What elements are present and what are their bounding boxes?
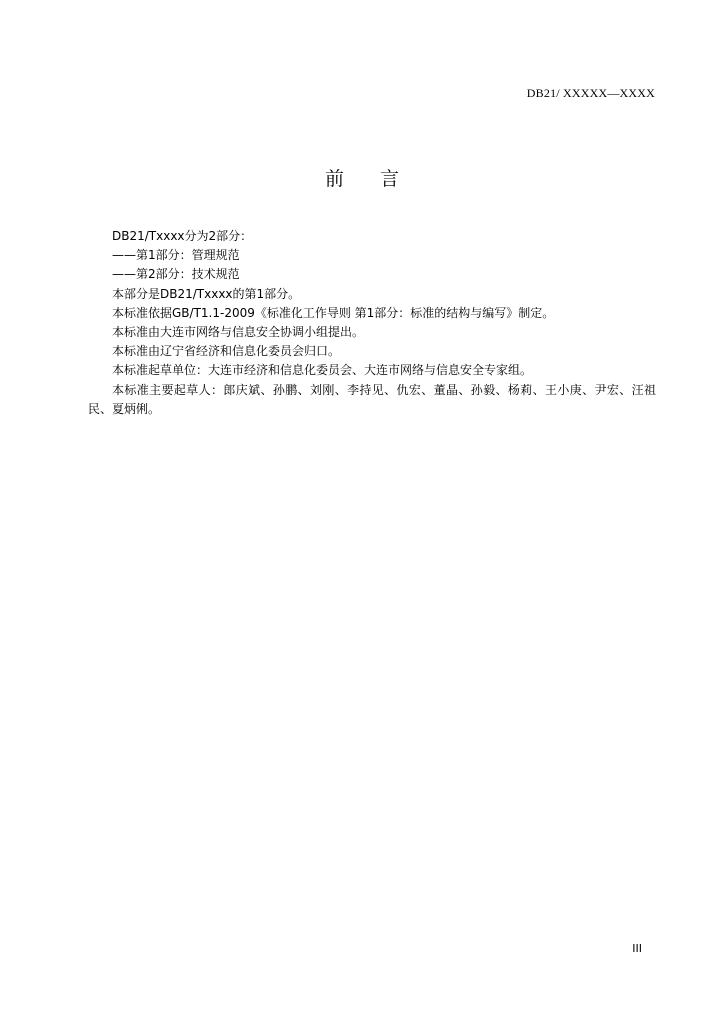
paragraph-part-1: ——第1部分：管理规范 (112, 248, 240, 263)
paragraph-proposer: 本标准由大连市网络与信息安全协调小组提出。 (112, 325, 365, 340)
document-code-header: DB21/ XXXXX—XXXX (526, 86, 655, 100)
paragraph-parts-overview: DB21/Txxxx分为2部分： (112, 229, 253, 243)
paragraph-drafting-units: 本标准起草单位：大连市经济和信息化委员会、大连市网络与信息安全专家组。 (112, 363, 533, 378)
paragraph-basis: 本标准依据GB/T1.1-2009《标准化工作导则 第1部分：标准的结构与编写》制定。 (112, 305, 555, 320)
paragraph-administrator: 本标准由辽宁省经济和信息化委员会归口。 (112, 344, 341, 359)
paragraph-drafters: 本标准主要起草人：郎庆斌、孙鹏、刘刚、李持见、仇宏、董晶、孙毅、杨莉、王小庚、尹宏、汪祖民、夏炳俐。 (88, 382, 656, 416)
page-title: 前言 (324, 168, 435, 190)
paragraph-this-part: 本部分是DB21/Txxxx的第1部分。 (112, 286, 301, 301)
foreword-body (88, 227, 656, 419)
page-number: III (632, 942, 642, 955)
paragraph-part-2: ——第2部分：技术规范 (112, 267, 240, 282)
